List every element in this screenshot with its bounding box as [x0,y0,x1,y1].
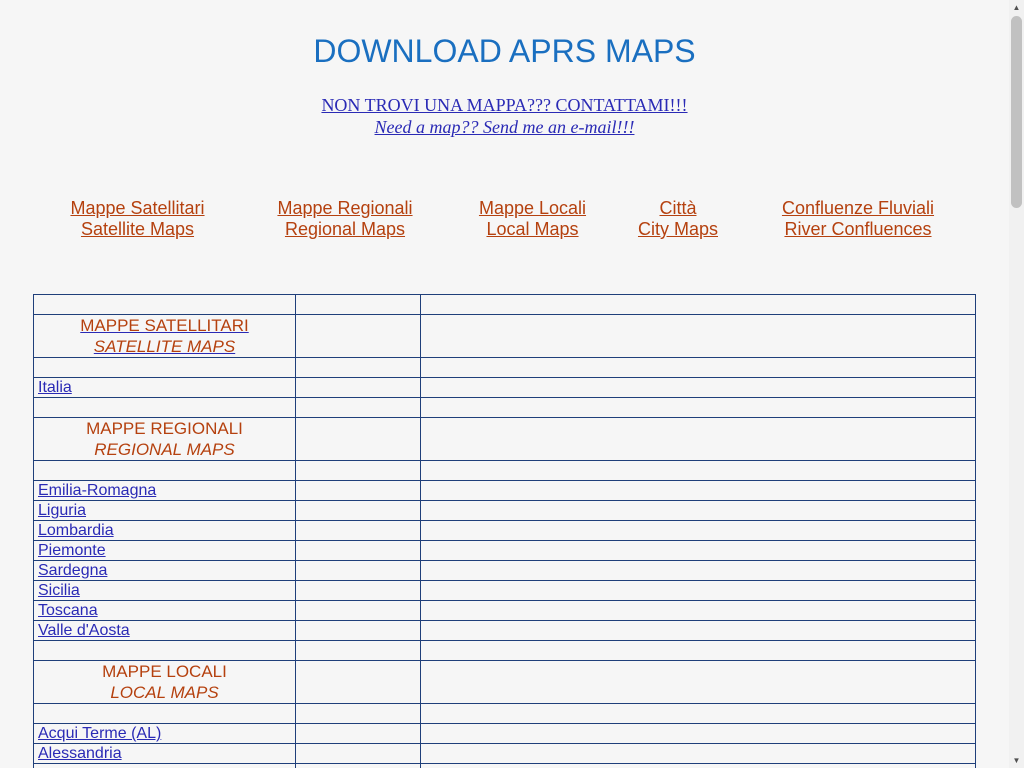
nav-river-en-link[interactable]: River Confluences [784,219,932,239]
nav-river [781,198,935,240]
map-link-toscana[interactable]: Toscana [38,602,98,619]
local-header-en: LOCAL MAPS [110,683,219,702]
table-row [34,501,976,521]
local-header-it: MAPPE LOCALI [102,662,227,681]
map-link-emilia-romagna[interactable]: Emilia-Romagna [38,482,157,499]
maps-table [33,294,976,768]
scroll-up-arrow-icon[interactable]: ▲ [1012,3,1021,12]
nav-local-it-link[interactable]: Mappe Locali [478,198,587,218]
table-row [34,621,976,641]
contact-link-en[interactable]: Need a map?? Send me an e-mail!!! [374,117,635,137]
table-row [34,641,976,661]
table-row [34,481,976,501]
map-link-acqui-terme[interactable]: Acqui Terme (AL) [38,725,162,742]
vertical-scrollbar[interactable] [1009,0,1024,768]
nav-city-en-link[interactable]: City Maps [637,219,718,239]
nav-local-en-link[interactable]: Local Maps [486,219,579,239]
table-row [34,461,976,481]
table-row [34,704,976,724]
satellite-header-it: MAPPE SATELLITARI [80,316,249,335]
nav-satellite-it-link[interactable]: Mappe Satellitari [70,198,205,218]
table-row [34,764,976,768]
scroll-thumb[interactable] [1011,16,1022,208]
map-link-sardegna[interactable]: Sardegna [38,562,108,579]
nav-regional-it-link[interactable]: Mappe Regionali [277,198,413,218]
table-row [34,724,976,744]
scroll-down-arrow-icon[interactable]: ▼ [1012,756,1021,765]
nav-satellite-en-link[interactable]: Satellite Maps [80,219,195,239]
table-row [34,358,976,378]
table-row [34,398,976,418]
map-link-piemonte[interactable]: Piemonte [38,542,106,559]
nav-city-it-link[interactable]: Città [659,198,697,218]
contact-line-it [0,95,1009,116]
table-row [34,581,976,601]
table-row [34,295,976,315]
nav-city [634,198,722,240]
section-header-regional [34,418,976,461]
table-row [34,601,976,621]
table-row [34,378,976,398]
contact-line-en [0,117,1009,138]
table-row [34,561,976,581]
regional-header-it: MAPPE REGIONALI [86,419,243,438]
table-row [34,541,976,561]
table-row [34,744,976,764]
map-link-liguria[interactable]: Liguria [38,502,87,519]
nav-local [478,198,587,240]
nav-regional-en-link[interactable]: Regional Maps [284,219,406,239]
satellite-header-en: SATELLITE MAPS [93,337,236,356]
page-title: DOWNLOAD APRS MAPS [313,33,696,69]
map-link-alessandria[interactable]: Alessandria [38,745,122,762]
table-row [34,521,976,541]
map-link-valle-daosta[interactable]: Valle d'Aosta [38,622,130,639]
map-link-lombardia[interactable]: Lombardia [38,522,114,539]
regional-header-en: REGIONAL MAPS [94,440,235,459]
map-link-italia[interactable]: Italia [38,379,72,396]
nav-river-it-link[interactable]: Confluenze Fluviali [781,198,935,218]
nav-satellite [70,198,205,240]
map-link-sicilia[interactable]: Sicilia [38,582,80,599]
satellite-header-link[interactable] [38,315,291,357]
contact-link-it[interactable]: NON TROVI UNA MAPPA??? CONTATTAMI!!! [321,95,688,115]
nav-regional [276,198,414,240]
section-header-satellite [34,315,976,358]
section-header-local [34,661,976,704]
